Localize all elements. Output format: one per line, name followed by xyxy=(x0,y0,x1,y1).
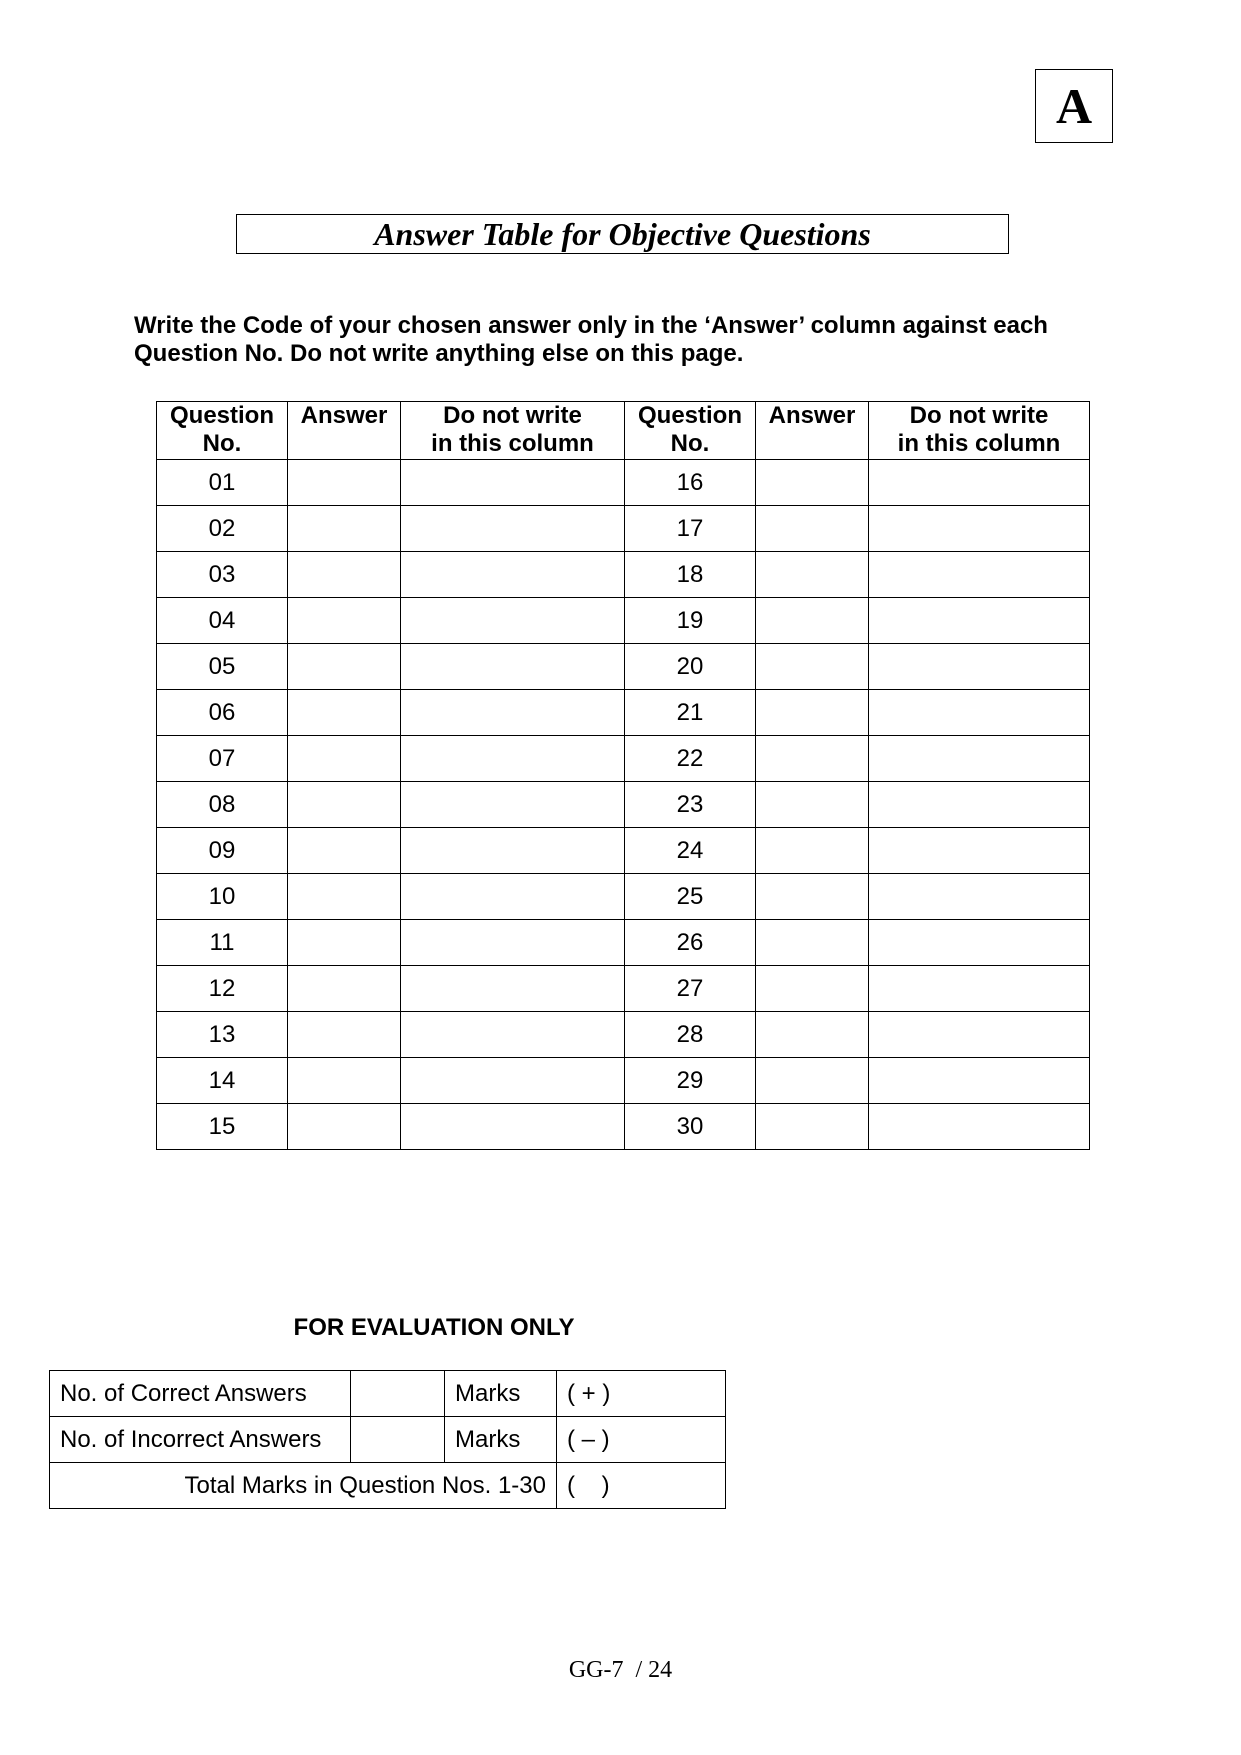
question-number: 09 xyxy=(157,828,288,874)
question-number: 01 xyxy=(157,460,288,506)
question-number: 19 xyxy=(625,598,756,644)
table-row xyxy=(157,782,1090,828)
answer-cell[interactable] xyxy=(288,782,401,828)
question-number: 25 xyxy=(625,874,756,920)
do-not-write-cell xyxy=(401,1104,625,1150)
do-not-write-header-line1: Do not write xyxy=(443,402,582,429)
question-number: 23 xyxy=(625,782,756,828)
answer-cell[interactable] xyxy=(756,598,869,644)
question-no-header xyxy=(157,402,288,460)
answer-cell[interactable] xyxy=(756,966,869,1012)
do-not-write-cell xyxy=(401,552,625,598)
answer-cell[interactable] xyxy=(288,1012,401,1058)
answer-header: Answer xyxy=(288,402,401,460)
do-not-write-cell xyxy=(869,506,1090,552)
do-not-write-cell xyxy=(869,920,1090,966)
correct-marks-cell[interactable]: ( + ) xyxy=(557,1371,726,1417)
question-number: 12 xyxy=(157,966,288,1012)
table-row xyxy=(157,1058,1090,1104)
table-row xyxy=(157,874,1090,920)
answer-cell[interactable] xyxy=(288,460,401,506)
answer-cell[interactable] xyxy=(288,1058,401,1104)
answer-cell[interactable] xyxy=(288,1104,401,1150)
answer-table-header-row xyxy=(157,402,1090,460)
do-not-write-header-line1: Do not write xyxy=(909,402,1049,429)
correct-answers-label: No. of Correct Answers xyxy=(50,1371,351,1417)
question-number: 04 xyxy=(157,598,288,644)
answer-cell[interactable] xyxy=(288,552,401,598)
question-number: 03 xyxy=(157,552,288,598)
do-not-write-cell xyxy=(869,644,1090,690)
do-not-write-header xyxy=(869,402,1090,460)
do-not-write-cell xyxy=(401,1058,625,1104)
do-not-write-cell xyxy=(401,1012,625,1058)
question-number: 20 xyxy=(625,644,756,690)
do-not-write-cell xyxy=(869,828,1090,874)
do-not-write-header-line2: in this column xyxy=(431,430,594,457)
incorrect-marks-cell[interactable]: ( – ) xyxy=(557,1417,726,1463)
question-number: 22 xyxy=(625,736,756,782)
question-number: 06 xyxy=(157,690,288,736)
page-number: GG-7 / 24 xyxy=(568,1657,673,1683)
do-not-write-header xyxy=(401,402,625,460)
question-number: 10 xyxy=(157,874,288,920)
question-number: 11 xyxy=(157,920,288,966)
do-not-write-cell xyxy=(869,874,1090,920)
question-number: 24 xyxy=(625,828,756,874)
question-number: 17 xyxy=(625,506,756,552)
table-row xyxy=(157,506,1090,552)
table-row xyxy=(157,644,1090,690)
page-title: Answer Table for Objective Questions xyxy=(236,214,1009,254)
question-number: 15 xyxy=(157,1104,288,1150)
answer-table xyxy=(156,401,1090,1150)
answer-cell[interactable] xyxy=(756,1012,869,1058)
question-number: 05 xyxy=(157,644,288,690)
answer-table-body xyxy=(157,460,1090,1150)
table-row xyxy=(157,552,1090,598)
answer-cell[interactable] xyxy=(288,966,401,1012)
correct-answers-row xyxy=(50,1371,726,1417)
table-row xyxy=(157,828,1090,874)
total-marks-row xyxy=(50,1463,726,1509)
table-row xyxy=(157,1012,1090,1058)
evaluation-table xyxy=(49,1370,726,1509)
answer-cell[interactable] xyxy=(756,506,869,552)
answer-cell[interactable] xyxy=(756,644,869,690)
answer-cell[interactable] xyxy=(756,920,869,966)
do-not-write-cell xyxy=(869,1058,1090,1104)
question-number: 26 xyxy=(625,920,756,966)
question-number: 30 xyxy=(625,1104,756,1150)
answer-cell[interactable] xyxy=(756,1058,869,1104)
question-number: 29 xyxy=(625,1058,756,1104)
incorrect-marks-label: Marks xyxy=(445,1417,557,1463)
do-not-write-cell xyxy=(401,782,625,828)
total-marks-cell[interactable]: ( ) xyxy=(557,1463,726,1509)
do-not-write-header-line2: in this column xyxy=(897,430,1061,457)
answer-cell[interactable] xyxy=(756,1104,869,1150)
answer-cell[interactable] xyxy=(756,874,869,920)
question-number: 21 xyxy=(625,690,756,736)
answer-cell[interactable] xyxy=(288,920,401,966)
answer-cell[interactable] xyxy=(288,736,401,782)
question-number: 14 xyxy=(157,1058,288,1104)
evaluation-heading: FOR EVALUATION ONLY xyxy=(293,1314,575,1341)
answer-cell[interactable] xyxy=(288,644,401,690)
answer-cell[interactable] xyxy=(288,874,401,920)
do-not-write-cell xyxy=(869,460,1090,506)
answer-cell[interactable] xyxy=(756,736,869,782)
question-number: 28 xyxy=(625,1012,756,1058)
answer-cell[interactable] xyxy=(756,552,869,598)
answer-cell[interactable] xyxy=(756,460,869,506)
question-number: 07 xyxy=(157,736,288,782)
answer-cell[interactable] xyxy=(756,828,869,874)
question-no-header xyxy=(625,402,756,460)
answer-cell[interactable] xyxy=(756,690,869,736)
do-not-write-cell xyxy=(869,1012,1090,1058)
question-number: 18 xyxy=(625,552,756,598)
answer-cell[interactable] xyxy=(756,782,869,828)
paper-code-box: A xyxy=(1035,69,1113,143)
instructions-text: Write the Code of your chosen answer only in the ‘Answer’ column against each Question No. Do not write anything else on this page. xyxy=(134,312,1048,367)
question-number: 16 xyxy=(625,460,756,506)
answer-cell[interactable] xyxy=(288,506,401,552)
do-not-write-cell xyxy=(869,552,1090,598)
answer-cell[interactable] xyxy=(288,598,401,644)
table-row xyxy=(157,966,1090,1012)
do-not-write-cell xyxy=(401,690,625,736)
answer-header: Answer xyxy=(756,402,869,460)
do-not-write-cell xyxy=(869,690,1090,736)
do-not-write-cell xyxy=(869,736,1090,782)
table-row xyxy=(157,460,1090,506)
do-not-write-cell xyxy=(401,966,625,1012)
table-row xyxy=(157,1104,1090,1150)
table-row xyxy=(157,598,1090,644)
question-number: 13 xyxy=(157,1012,288,1058)
question-number: 02 xyxy=(157,506,288,552)
do-not-write-cell xyxy=(401,828,625,874)
question-number: 27 xyxy=(625,966,756,1012)
do-not-write-cell xyxy=(401,736,625,782)
do-not-write-cell xyxy=(401,874,625,920)
do-not-write-cell xyxy=(869,598,1090,644)
do-not-write-cell xyxy=(869,782,1090,828)
table-row xyxy=(157,690,1090,736)
table-row xyxy=(157,736,1090,782)
incorrect-answers-row xyxy=(50,1417,726,1463)
do-not-write-cell xyxy=(401,598,625,644)
answer-cell[interactable] xyxy=(288,828,401,874)
answer-cell[interactable] xyxy=(288,690,401,736)
do-not-write-cell xyxy=(401,460,625,506)
question-number: 08 xyxy=(157,782,288,828)
incorrect-answers-label: No. of Incorrect Answers xyxy=(50,1417,351,1463)
do-not-write-cell xyxy=(401,920,625,966)
incorrect-answers-count-cell[interactable] xyxy=(351,1417,445,1463)
total-marks-label: Total Marks in Question Nos. 1-30 xyxy=(50,1463,557,1509)
do-not-write-cell xyxy=(401,644,625,690)
question-no-header-line1: Question xyxy=(637,402,742,429)
do-not-write-cell xyxy=(869,966,1090,1012)
question-no-header-line2: No. xyxy=(202,430,242,457)
table-row xyxy=(157,920,1090,966)
do-not-write-cell xyxy=(401,506,625,552)
question-no-header-line2: No. xyxy=(670,430,710,457)
do-not-write-cell xyxy=(869,1104,1090,1150)
question-no-header-line1: Question xyxy=(169,402,274,429)
correct-marks-label: Marks xyxy=(445,1371,557,1417)
correct-answers-count-cell[interactable] xyxy=(351,1371,445,1417)
